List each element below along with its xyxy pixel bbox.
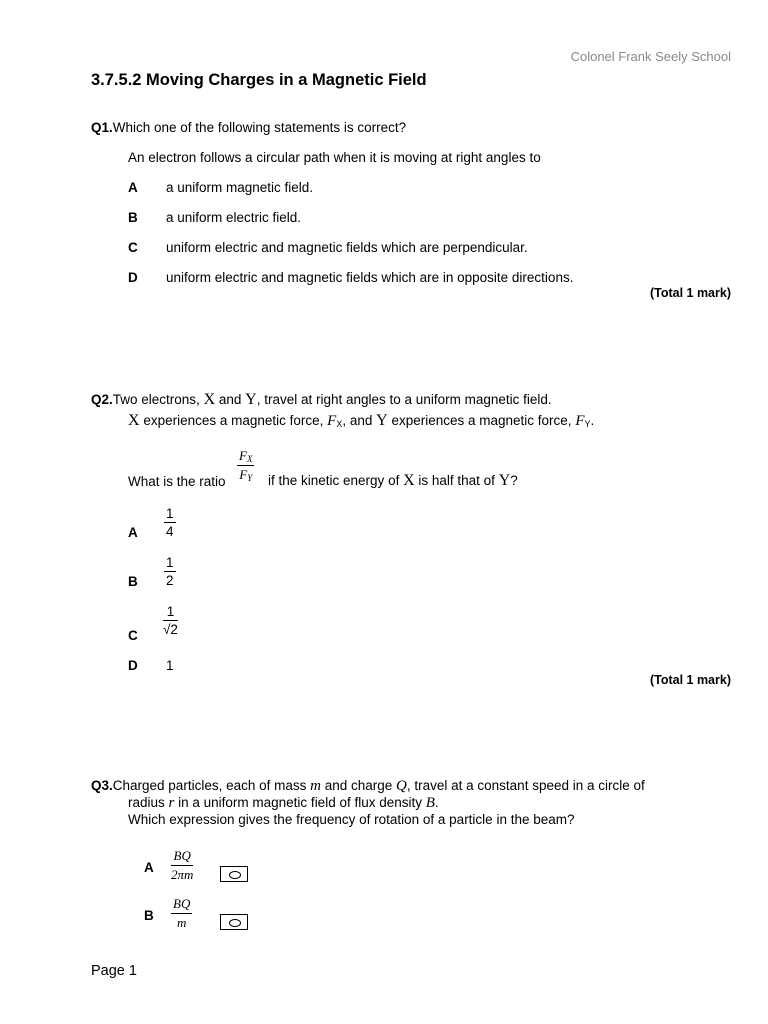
q2-option-d-text: 1 [166,658,174,673]
symbol-f: F [575,413,585,429]
q2-text: experiences a magnetic force, [387,413,576,428]
q1-number: Q1. [91,120,113,135]
q3-text: . [434,795,439,810]
fraction-denominator: m [176,915,187,930]
q2-option-c-fraction [163,604,178,637]
q1-total-mark: (Total 1 mark) [649,286,731,300]
q2-option-b-letter: B [128,574,138,589]
q2-option-a-fraction [164,506,176,539]
q1-option-a-text: a uniform magnetic field. [166,180,314,195]
symbol-y: Y [376,412,388,429]
q3-text: radius [128,795,169,810]
q2-text: if the kinetic energy of [268,473,404,488]
subscript-x: X [336,419,343,429]
symbol-x: X [128,412,140,429]
q1-text: Which one of the following statements is correct? [112,120,407,135]
q2-option-a-letter: A [128,525,138,540]
q2-option-b-fraction [164,555,176,588]
q2-total-mark: (Total 1 mark) [649,673,731,687]
q2-text: . [590,413,595,428]
fraction-denominator: 2 [166,573,174,588]
page-number: Page 1 [91,963,137,979]
q3-option-a-answer-box[interactable] [220,866,248,882]
q3-line-2 [128,795,439,812]
q2-text: is half that of [414,473,499,488]
symbol-x: X [403,472,415,489]
school-name: Colonel Frank Seely School [570,49,731,64]
q2-text: Two electrons, [112,392,204,407]
fraction-denominator: 2πm [171,867,194,882]
symbol-f: F [327,413,337,429]
fraction-denominator: 4 [166,524,174,539]
q3-text: Charged particles, each of mass [112,778,311,793]
ratio-denominator: $F_Y$ [239,467,253,483]
q2-text: and [215,392,246,407]
q2-text: experiences a magnetic force, [139,413,328,428]
symbol-x: X [203,391,216,408]
answer-bubble-icon [229,871,241,879]
symbol-y: Y [498,472,511,489]
q2-number: Q2. [91,392,113,407]
q3-option-b-fraction [171,896,192,931]
q3-option-b-answer-box[interactable] [220,914,248,930]
symbol-r: r [168,795,175,811]
q1-option-a-letter: A [128,180,138,195]
q2-ratio-suffix [268,472,518,490]
q3-line-1 [91,778,645,795]
symbol-b: B [425,795,435,811]
q1-option-c-letter: C [128,240,138,255]
q1-stem: An electron follows a circular path when it is moving at right angles to [128,150,541,165]
q2-ratio-fraction [237,448,254,483]
q1-option-b-text: a uniform electric field. [166,210,302,225]
q3-text: and charge [320,778,397,793]
q1-question [91,120,406,135]
q2-text: ? [510,473,518,488]
fraction-numerator: 1 [166,555,174,570]
symbol-y: Y [245,391,257,408]
q1-option-d-text: uniform electric and magnetic fields which are in opposite directions. [166,270,574,285]
subscript-y: Y [584,419,591,429]
page-title: 3.7.5.2 Moving Charges in a Magnetic Field [91,71,427,89]
q1-option-d-letter: D [128,270,138,285]
q2-line-1 [91,391,552,409]
fraction-denominator: √2 [163,622,178,637]
answer-bubble-icon [229,919,241,927]
ratio-numerator: $F_X$ [239,448,253,464]
fraction-numerator: BQ [171,896,192,914]
symbol-q: Q [396,778,407,794]
q1-option-b-letter: B [128,210,138,225]
q2-line-2 [128,412,594,430]
fraction-numerator: 1 [163,604,178,621]
fraction-numerator: BQ [171,848,193,866]
q2-text: , travel at right angles to a uniform magnetic field. [256,392,552,407]
q3-number: Q3. [91,778,113,793]
fraction-numerator: 1 [166,506,174,521]
q2-option-d-letter: D [128,658,138,673]
q3-option-a-letter: A [144,860,154,875]
q2-text: , and [342,413,377,428]
q3-option-a-fraction [171,848,193,883]
q3-line-3: Which expression gives the frequency of rotation of a particle in the beam? [128,812,575,827]
q3-text: in a uniform magnetic field of flux density [174,795,426,810]
symbol-m: m [310,778,321,794]
q3-option-b-letter: B [144,908,154,923]
q1-option-c-text: uniform electric and magnetic fields which are perpendicular. [166,240,528,255]
q2-ratio-prefix: What is the ratio [128,474,226,489]
q2-option-c-letter: C [128,628,138,643]
q3-text: , travel at a constant speed in a circle of [406,778,645,793]
